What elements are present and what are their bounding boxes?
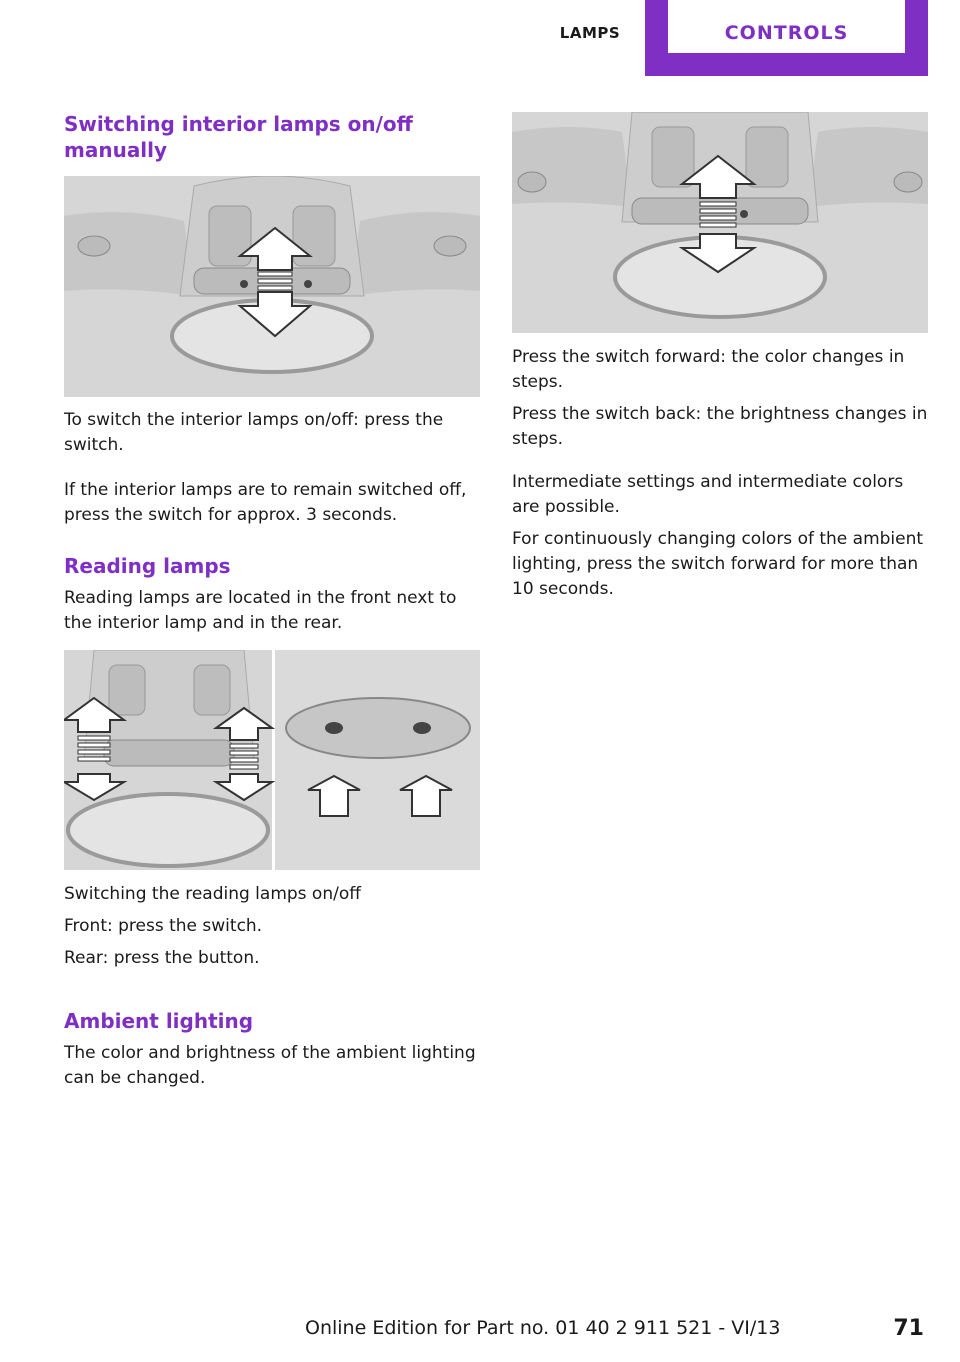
reading-lamps-front-rear-illustration-icon xyxy=(64,650,480,870)
header-chapter-label: CONTROLS xyxy=(724,22,849,44)
heading-ambient-lighting: Ambient lighting xyxy=(64,1009,254,1033)
paragraph-continuous-colors: For continuously changing colors of the ambient lighting, press the switch forward for more than 10 seconds. xyxy=(512,529,924,599)
paragraph-rear-press-button: Rear: press the button. xyxy=(64,948,260,968)
reading-lamps-figure xyxy=(64,650,480,870)
paragraph-ambient-lighting-intro: The color and brightness of the ambient lighting can be changed. xyxy=(64,1043,476,1088)
paragraph-intermediate-settings: Intermediate settings and intermediate colors are possible. xyxy=(512,472,904,517)
header-section-label: LAMPS xyxy=(559,24,621,42)
page-number: 71 xyxy=(893,1316,924,1341)
paragraph-remain-switched-off: If the interior lamps are to remain switched off, press the switch for approx. 3 seconds. xyxy=(64,480,467,525)
ambient-lighting-switch-figure xyxy=(512,112,928,333)
interior-lamp-switch-illustration-icon xyxy=(64,176,480,397)
paragraph-switching-reading-lamps: Switching the reading lamps on/off xyxy=(64,884,361,904)
interior-lamp-switch-figure xyxy=(64,176,480,397)
heading-switching-interior-lamps: Switching interior lamps on/off manually xyxy=(64,112,413,162)
ambient-lighting-switch-illustration-icon xyxy=(512,112,928,333)
footer-edition-text: Online Edition for Part no. 01 40 2 911 521 - VI/13 xyxy=(305,1317,781,1339)
heading-reading-lamps: Reading lamps xyxy=(64,554,231,578)
paragraph-switch-back-brightness: Press the switch back: the brightness changes in steps. xyxy=(512,404,928,449)
paragraph-front-press-switch: Front: press the switch. xyxy=(64,916,263,936)
paragraph-switch-interior-lamps: To switch the interior lamps on/off: press the switch. xyxy=(64,410,444,455)
paragraph-reading-lamps-location: Reading lamps are located in the front next to the interior lamp and in the rear. xyxy=(64,588,457,633)
paragraph-switch-forward-color: Press the switch forward: the color changes in steps. xyxy=(512,347,905,392)
